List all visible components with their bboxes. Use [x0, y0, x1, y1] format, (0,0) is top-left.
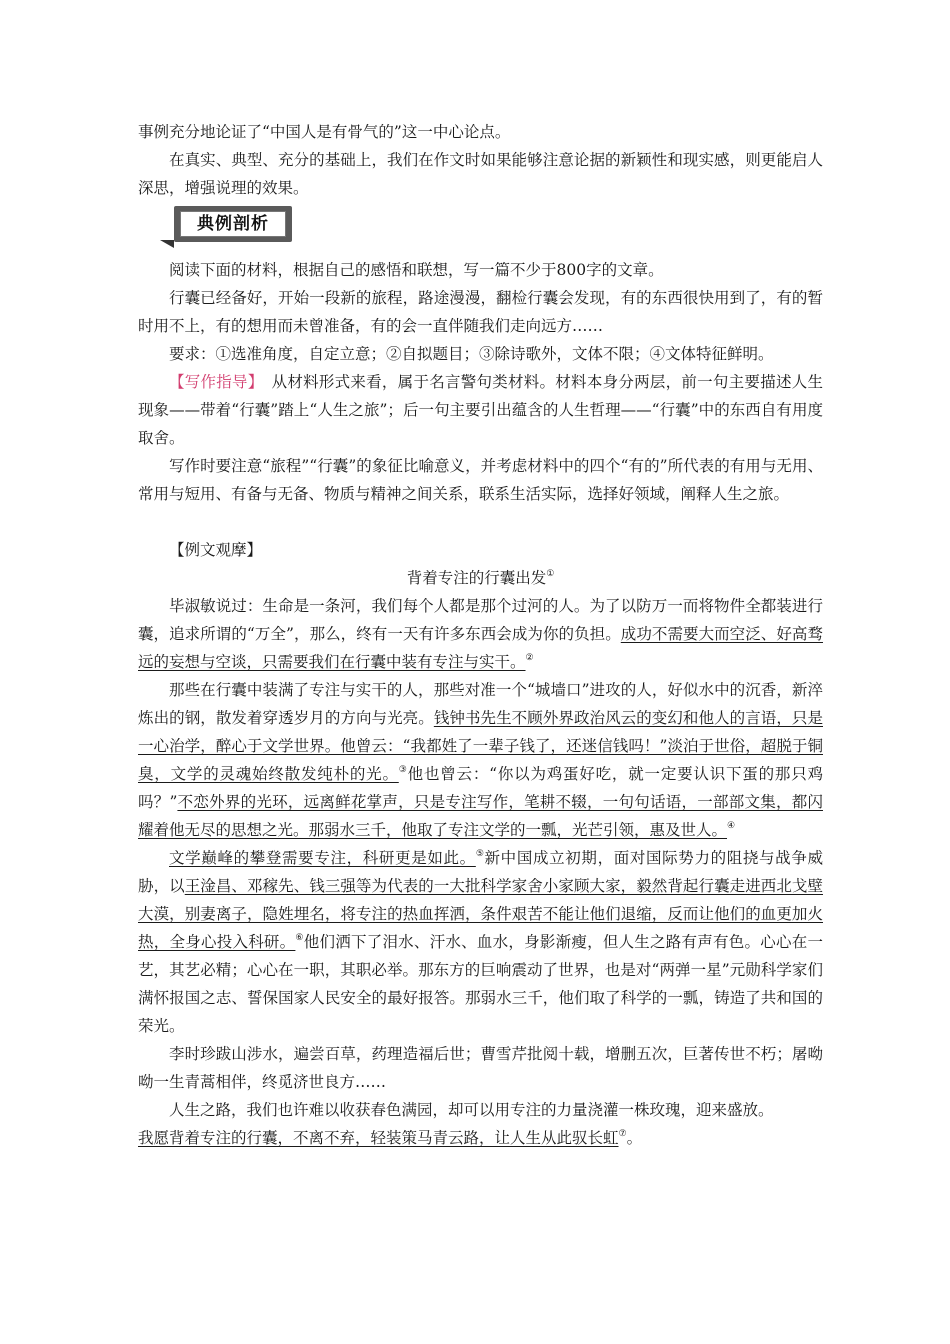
essay-text: 他们洒下了泪水、汗水、血水，身影渐瘦，但人生之路有声有色。心心在一艺，其艺必精；心心在一职，其职必举。那东方的巨响震动了世界，也是对“两弹一星”元勋科学家们满怀报国之志、誓保国家人民安全的最好报答。那弱水三千，他们取了科学的一瓢，铸造了共和国的荣光。	[138, 933, 823, 1035]
badge-frame	[174, 206, 292, 242]
writing-guide-paragraph-2: 写作时要注意“旅程”“行囊”的象征比喻意义，并考虑材料中的四个“有的”所代表的有用与无用、常用与短用、有备与无备、物质与精神之间关系，联系生活实际，选择好领域，阐释人生之旅。	[138, 457, 823, 503]
underlined-text: 我愿背着专注的行囊，不离不弃，轻装策马青云路，让人生从此驭长虹	[138, 1129, 619, 1147]
footnote-marker: ⑦	[618, 1129, 627, 1139]
essay-text: 毕淑敏说过：生命是一条河，我们每个人都是那个过河的人。为了以防万一而将物件全都装进行囊，追求所谓的“万全”，那么，终有一天有许多东西会成为你的负担。	[138, 597, 823, 643]
essay-header: 【例文观摩】	[169, 541, 263, 559]
essay-paragraph-6	[138, 1124, 823, 1152]
intro-paragraph-1: 事例充分地论证了“中国人是有骨气的”这一中心论点。	[138, 123, 511, 141]
writing-guide-label: 【写作指导】	[169, 373, 256, 391]
footnote-marker: ⑤	[475, 849, 485, 859]
footnote-marker: ⑥	[295, 933, 304, 943]
footnote-marker: ①	[546, 569, 555, 579]
essay-title	[138, 564, 823, 592]
task-requirements: 要求：①选准角度，自定立意；②自拟题目；③除诗歌外，文体不限；④文体特征鲜明。	[169, 345, 774, 363]
underlined-text: 钱钟书先生不顾外界政治风云的变幻和他人的言语，只是一心治学，醉心于文学世界。他曾云：“我都姓了一辈子钱了，还迷信钱吗！”淡泊于世俗，超脱于铜臭，文学的灵魂始终散发纯朴的光。	[138, 709, 823, 783]
essay-paragraph-2	[138, 676, 823, 844]
writing-guide	[138, 368, 823, 452]
task-material: 行囊已经备好，开始一段新的旅程，路途漫漫，翻检行囊会发现，有的东西很快用到了，有的暂时用不上，有的想用而未曾准备，有的会一直伴随我们走向远方……	[138, 289, 823, 335]
essay-text: 那些在行囊中装满了专注与实干的人，那些对准一个“城墙口”进攻的人，好似水中的沉香，新淬炼出的钢，散发着穿透岁月的方向与光亮。	[138, 681, 823, 727]
task-paragraph-1: 阅读下面的材料，根据自己的感悟和联想，写一篇不少于800字的文章。	[169, 261, 664, 279]
footnote-marker: ④	[727, 821, 736, 831]
essay-paragraph-5: 人生之路，我们也许难以收获春色满园，却可以用专注的力量浇灌一株玫瑰，迎来盛放。	[169, 1101, 774, 1119]
essay-text: 。	[626, 1129, 643, 1147]
underlined-text: 成功不需要大而空泛、好高骛远的妄想与空谈，只需要我们在行囊中装有专注与实干。	[138, 625, 823, 671]
underlined-text: 不恋外界的光环，远离鲜花掌声，只是专注写作，笔耕不辍，一句句话语，一部部文集，都闪耀着他无尽的思想之光。那弱水三千，他取了专注文学的一瓢，光芒引领，惠及世人。	[138, 793, 823, 839]
essay-paragraph-3	[138, 844, 823, 1040]
badge-label: 典例剖析	[180, 211, 286, 237]
essay-title-text: 背着专注的行囊出发	[406, 569, 547, 587]
underlined-text: 文学巅峰的攀登需要专注，科研更是如此。	[169, 849, 476, 867]
underlined-text: 王淦昌、邓稼先、钱三强等为代表的一大批科学家舍小家顾大家，毅然背起行囊走进西北戈壁大漠，别妻离子，隐姓埋名，将专注的热血挥洒，条件艰苦不能让他们退缩，反而让他们的血更加火热，全身心投入科研。	[138, 877, 823, 951]
essay-paragraph-4: 李时珍跋山涉水，遍尝百草，药理造福后世；曹雪芹批阅十载，增删五次，巨著传世不朽；屠呦呦一生青蒿相伴，终觅济世良方……	[138, 1045, 823, 1091]
essay-text: 他也曾云：“你以为鸡蛋好吃，就一定要认识下蛋的那只鸡吗？”	[138, 765, 823, 811]
essay-text: 新中国成立初期，面对国际势力的阻挠与战争威胁，以	[138, 849, 823, 895]
intro-paragraph-2: 在真实、典型、充分的基础上，我们在作文时如果能够注意论据的新颖性和现实感，则更能启人深思，增强说理的效果。	[138, 151, 823, 197]
footnote-marker: ②	[525, 653, 534, 663]
document-page	[138, 118, 823, 1152]
section-badge	[174, 206, 823, 250]
essay-paragraph-1	[138, 592, 823, 676]
spacer	[138, 508, 823, 536]
footnote-marker: ③	[398, 765, 408, 775]
writing-guide-text: 从材料形式来看，属于名言警句类材料。材料本身分两层，前一句主要描述人生现象——带着“行囊”踏上“人生之旅”；后一句主要引出蕴含的人生哲理——“行囊”中的东西自有用度取舍。	[138, 373, 823, 447]
